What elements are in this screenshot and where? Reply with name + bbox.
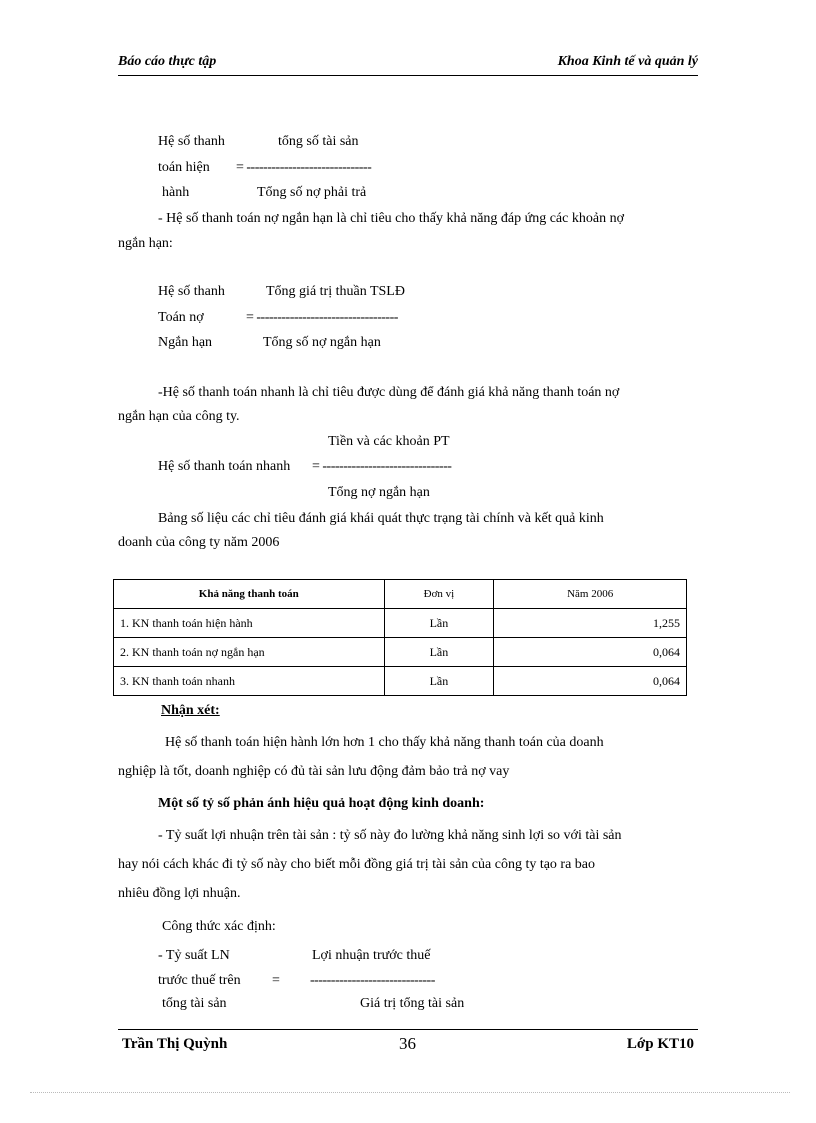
table-cell: Lần [384, 609, 494, 638]
formula4-label-line2: trước thuế trên [158, 973, 241, 988]
footer-rule [118, 1029, 698, 1030]
footer-class: Lớp KT10 [626, 1036, 694, 1052]
formula4-denominator: Giá trị tổng tài sản [360, 996, 465, 1011]
formula2-label-line3: Ngắn hạn [158, 335, 213, 350]
formula4-fraction-bar: ------------------------------ [310, 973, 435, 988]
section-line1: - Tỷ suất lợi nhuận trên tài sản : tỷ số này đo lường khả năng sinh lợi so với tài sản [158, 828, 622, 843]
table-cell: Lần [384, 638, 494, 667]
section-line2: hay nói cách khác đi tỷ số này cho biết mỗi đồng giá trị tài sản của công ty tạo ra bao [118, 857, 596, 872]
remark-line1: Hệ số thanh toán hiện hành lớn hơn 1 cho thấy khả năng thanh toán của doanh [165, 735, 604, 750]
formula4-numerator: Lợi nhuận trước thuế [312, 948, 431, 963]
formula1-label-line3: hành [162, 185, 190, 200]
page-number: 36 [399, 1034, 416, 1053]
formula1-denominator: Tổng số nợ phải trả [257, 185, 367, 200]
section-line3: nhiêu đồng lợi nhuận. [118, 886, 241, 901]
header-left: Báo cáo thực tập [118, 54, 217, 69]
remark-title: Nhận xét: [161, 703, 220, 718]
table-header-cell: Đơn vị [384, 580, 494, 609]
table-header-cell: Năm 2006 [494, 580, 687, 609]
para2-line1: -Hệ số thanh toán nhanh là chỉ tiêu được dùng để đánh giá khả năng thanh toán nợ [158, 385, 620, 400]
table-row [114, 667, 687, 696]
formula2-label-line2: Toán nợ [158, 310, 204, 325]
table-cell: 1. KN thanh toán hiện hành [114, 609, 385, 638]
page-bottom-divider [30, 1092, 790, 1093]
para3-line2: doanh của công ty năm 2006 [118, 535, 280, 550]
formula1-equals: = ------------------------------ [236, 160, 372, 175]
formula4-equals: = [272, 973, 280, 988]
formula1-label-line2: toán hiện [158, 160, 210, 175]
formula3-equals: = ------------------------------- [312, 459, 452, 474]
footer-author: Trần Thị Quỳnh [122, 1036, 228, 1052]
table-cell: 0,064 [494, 638, 687, 667]
table-cell: 0,064 [494, 667, 687, 696]
solvency-table [113, 579, 687, 696]
formula2-equals: = ---------------------------------- [246, 310, 398, 325]
section-title: Một số tỷ số phản ánh hiệu quả hoạt động kinh doanh: [158, 796, 485, 811]
formula2-label-line1: Hệ số thanh [158, 284, 225, 299]
para2-line2: ngắn hạn của công ty. [118, 409, 240, 424]
formula4-label-line3: tổng tài sản [162, 996, 227, 1011]
table-header-row [114, 580, 687, 609]
formula3-numerator: Tiền và các khoản PT [328, 434, 450, 449]
table-row [114, 609, 687, 638]
formula2-numerator: Tổng giá trị thuần TSLĐ [266, 284, 405, 299]
formula3-denominator: Tổng nợ ngắn hạn [328, 485, 430, 500]
formula4-label-line1: - Tỷ suất LN [158, 948, 230, 963]
formula1-label-line1: Hệ số thanh [158, 134, 225, 149]
header-right: Khoa Kinh tế và quản lý [557, 54, 698, 69]
table-cell: 3. KN thanh toán nhanh [114, 667, 385, 696]
table-cell: Lần [384, 667, 494, 696]
table-cell: 1,255 [494, 609, 687, 638]
table-header-cell: Khả năng thanh toán [114, 580, 385, 609]
table-row [114, 638, 687, 667]
table-cell: 2. KN thanh toán nợ ngắn hạn [114, 638, 385, 667]
para1-line2: ngắn hạn: [118, 236, 173, 251]
formula3-label: Hệ số thanh toán nhanh [158, 459, 291, 474]
header-rule [118, 75, 698, 76]
para3-line1: Bảng số liệu các chỉ tiêu đánh giá khái quát thực trạng tài chính và kết quả kinh [158, 511, 604, 526]
formula-intro: Công thức xác định: [162, 919, 276, 934]
para1-line1: - Hệ số thanh toán nợ ngắn hạn là chỉ tiêu cho thấy khả năng đáp ứng các khoản nợ [158, 211, 624, 226]
remark-line2: nghiệp là tốt, doanh nghiệp có đủ tài sản lưu động đảm bảo trả nợ vay [118, 764, 510, 779]
formula1-numerator: tổng số tài sản [278, 134, 359, 149]
formula2-denominator: Tổng số nợ ngắn hạn [263, 335, 381, 350]
